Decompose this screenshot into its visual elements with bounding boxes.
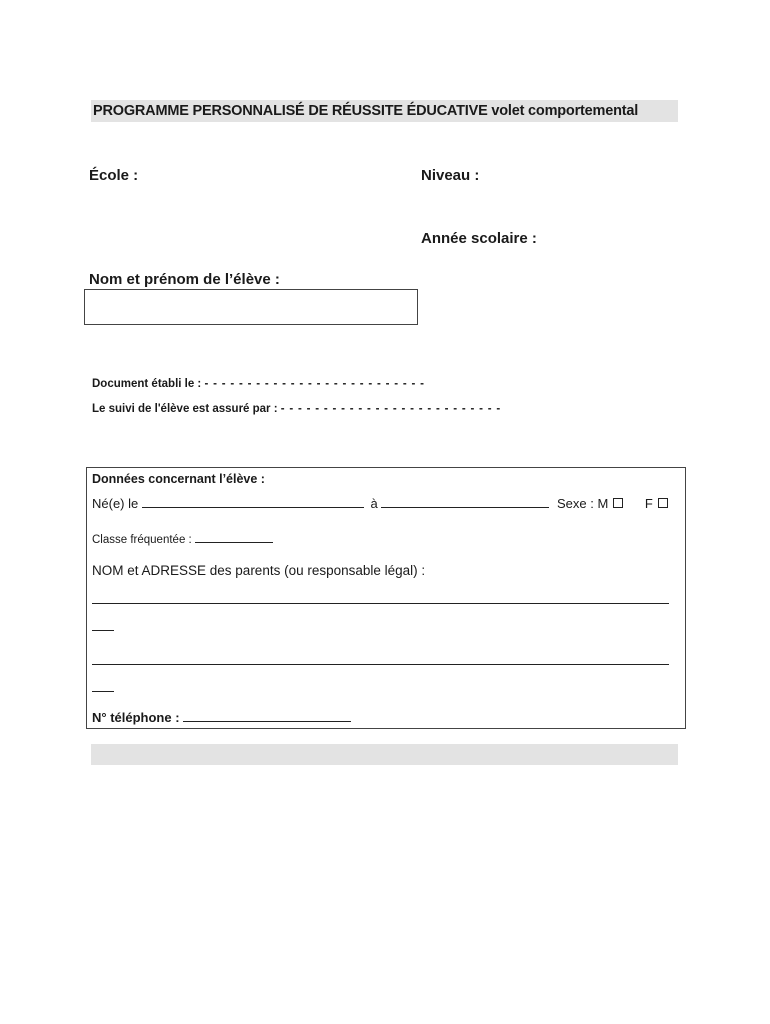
- date-naissance-field[interactable]: [142, 496, 364, 508]
- bottom-band: [91, 744, 678, 765]
- classe-label: Classe fréquentée :: [92, 534, 192, 546]
- suivi-dashes: - - - - - - - - - - - - - - - - - - - - - - - - - -: [280, 403, 502, 415]
- sexe-f-label: F: [644, 496, 653, 511]
- a-label: à: [370, 496, 378, 511]
- ecole-label: École :: [89, 167, 139, 184]
- naissance-row: [92, 496, 668, 511]
- parents-line-1-end: [92, 630, 114, 631]
- suivi-line: [92, 403, 501, 415]
- classe-field[interactable]: [195, 531, 273, 543]
- document-etabli-line: [92, 378, 425, 390]
- parents-line-1[interactable]: [92, 603, 669, 604]
- lieu-naissance-field[interactable]: [381, 496, 549, 508]
- document-etabli-dashes: - - - - - - - - - - - - - - - - - - - - - - - - - -: [204, 378, 425, 390]
- parents-line-2-end: [92, 691, 114, 692]
- telephone-field[interactable]: [183, 710, 351, 722]
- niveau-label: Niveau :: [421, 167, 480, 184]
- sexe-f-checkbox[interactable]: [658, 498, 668, 508]
- telephone-row: [92, 710, 351, 725]
- suivi-label: Le suivi de l'élève est assuré par :: [92, 403, 278, 415]
- parents-label: NOM et ADRESSE des parents (ou responsable légal) :: [92, 563, 426, 578]
- annee-scolaire-label: Année scolaire :: [421, 230, 537, 247]
- page-title: PROGRAMME PERSONNALISÉ DE RÉUSSITE ÉDUCATIVE volet comportemental: [93, 103, 639, 119]
- classe-row: [92, 531, 273, 546]
- parents-line-2[interactable]: [92, 664, 669, 665]
- nom-eleve-label: Nom et prénom de l’élève :: [89, 271, 280, 288]
- telephone-label: N° téléphone :: [92, 710, 180, 725]
- sexe-label: Sexe : M: [556, 496, 609, 511]
- donnees-heading: Données concernant l’élève :: [92, 472, 265, 486]
- document-etabli-label: Document établi le :: [92, 378, 202, 390]
- nom-eleve-field[interactable]: [84, 289, 418, 325]
- sexe-m-checkbox[interactable]: [613, 498, 623, 508]
- ne-le-label: Né(e) le: [92, 496, 139, 511]
